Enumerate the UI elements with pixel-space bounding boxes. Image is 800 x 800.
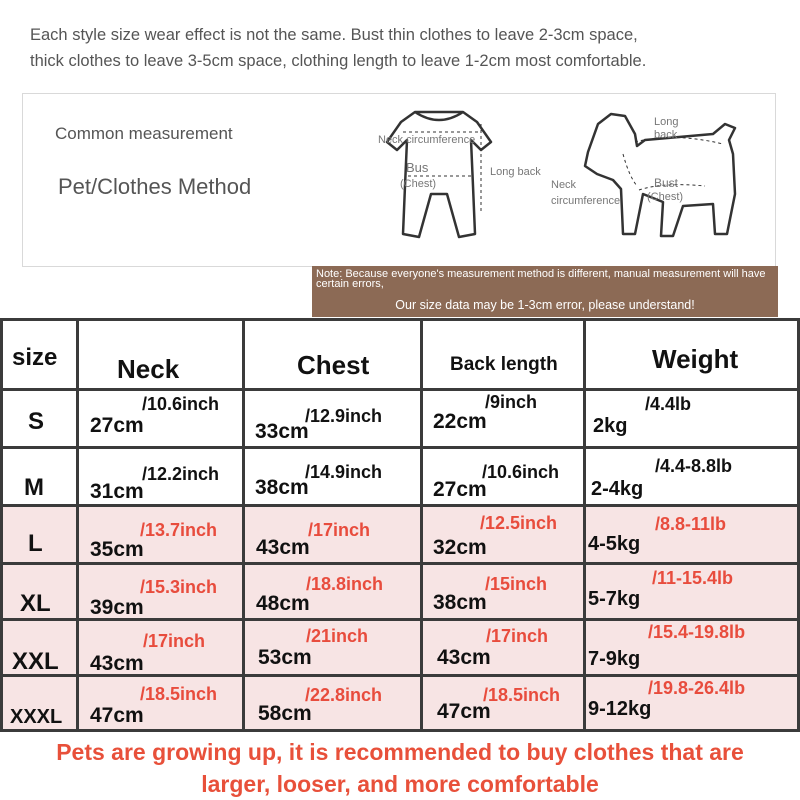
intro-line-2: thick clothes to leave 3-5cm space, clothing length to leave 1-2cm most comfortable.: [30, 52, 647, 70]
table-border: [0, 318, 3, 732]
neck-cm: 31cm: [90, 480, 144, 503]
clothes-neck-label: Neck circumference: [378, 134, 476, 146]
neck-cm: 27cm: [90, 414, 144, 437]
table-border: [0, 729, 800, 732]
table-divider: [0, 504, 800, 507]
back-inch: /17inch: [486, 626, 549, 646]
back-inch: /12.5inch: [480, 513, 558, 533]
size-cell: XXL: [12, 648, 59, 675]
chest-cm: 33cm: [255, 420, 309, 443]
weight-kg: 2-4kg: [591, 478, 644, 500]
dog-bust-label: Bust: [654, 176, 679, 190]
neck-cm: 35cm: [90, 538, 144, 561]
chest-cm: 43cm: [256, 536, 310, 559]
chest-inch: /12.9inch: [305, 406, 383, 426]
chest-inch: /22.8inch: [305, 685, 383, 705]
weight-lb: /8.8-11lb: [655, 514, 727, 534]
chest-cm: 38cm: [255, 476, 309, 499]
dog-neck-label-2: circumference: [551, 195, 621, 207]
neck-inch: /15.3inch: [140, 577, 218, 597]
neck-inch: /17inch: [143, 631, 206, 651]
table-border: [0, 318, 800, 321]
clothes-bust-label: Bus: [406, 160, 429, 175]
dog-back-label: Long: [654, 116, 679, 128]
size-table: [0, 318, 800, 732]
header-neck: Neck: [117, 354, 180, 384]
dog-chest-label: (Chest): [647, 191, 684, 203]
size-cell: XL: [20, 590, 51, 617]
weight-kg: 9-12kg: [588, 698, 652, 720]
back-cm: 22cm: [433, 410, 487, 433]
note-main-text: Our size data may be 1-3cm error, please understand!: [395, 298, 695, 312]
intro-line-1: Each style size wear effect is not the same. Bust thin clothes to leave 2-3cm space,: [30, 26, 638, 44]
note-banner: [312, 266, 778, 317]
measurement-title: Common measurement: [55, 124, 233, 143]
back-cm: 32cm: [433, 536, 487, 559]
weight-kg: 2kg: [593, 415, 628, 437]
table-divider: [583, 318, 586, 732]
table-divider: [0, 388, 800, 391]
intro-text: [30, 22, 790, 74]
chest-cm: 53cm: [258, 646, 312, 669]
weight-lb: /11-15.4lb: [652, 568, 734, 588]
back-inch: /15inch: [485, 574, 548, 594]
header-back-length: Back length: [450, 354, 558, 375]
back-cm: 43cm: [437, 646, 491, 669]
measurement-panel: [22, 93, 776, 267]
back-cm: 38cm: [433, 591, 487, 614]
back-cm: 47cm: [437, 700, 491, 723]
clothes-chest-label: (Chest): [400, 178, 437, 190]
footer-line-2: larger, looser, and more comfortable: [201, 771, 599, 797]
dog-back-label-2: back: [654, 129, 678, 141]
header-size: size: [12, 344, 58, 371]
weight-kg: 4-5kg: [588, 533, 641, 555]
size-cell: L: [28, 530, 43, 557]
back-inch: /9inch: [485, 392, 538, 412]
table-divider: [242, 318, 245, 732]
neck-inch: /10.6inch: [142, 394, 220, 414]
chest-inch: /21inch: [306, 626, 369, 646]
neck-inch: /12.2inch: [142, 464, 220, 484]
size-cell: S: [28, 408, 45, 435]
chest-inch: /17inch: [308, 520, 371, 540]
table-divider: [0, 562, 800, 565]
size-cell: M: [24, 474, 44, 501]
neck-inch: /13.7inch: [140, 520, 218, 540]
back-inch: /18.5inch: [483, 685, 561, 705]
neck-cm: 39cm: [90, 596, 144, 619]
dog-neck-label: Neck: [551, 179, 577, 191]
header-chest: Chest: [297, 350, 370, 380]
clothes-back-label: Long back: [490, 166, 541, 178]
measurement-method: Pet/Clothes Method: [58, 174, 252, 199]
footer-recommendation: [0, 736, 800, 800]
table-divider: [76, 318, 79, 732]
neck-inch: /18.5inch: [140, 684, 218, 704]
back-inch: /10.6inch: [482, 462, 560, 482]
weight-lb: /19.8-26.4lb: [648, 678, 746, 698]
back-cm: 27cm: [433, 478, 487, 501]
clothes-icon: [387, 112, 491, 237]
neck-cm: 47cm: [90, 704, 144, 727]
weight-kg: 5-7kg: [588, 588, 641, 610]
header-weight: Weight: [652, 344, 739, 374]
note-small-text: Note: Because everyone's measurement method is different, manual measurement will have certain errors,: [316, 268, 766, 290]
weight-lb: /4.4lb: [645, 394, 692, 414]
chest-cm: 48cm: [256, 592, 310, 615]
footer-line-1: Pets are growing up, it is recommended to buy clothes that are: [56, 739, 744, 765]
neck-cm: 43cm: [90, 652, 144, 675]
weight-kg: 7-9kg: [588, 648, 641, 670]
table-divider: [0, 446, 800, 449]
size-cell: XXXL: [10, 706, 63, 728]
chest-cm: 58cm: [258, 702, 312, 725]
table-divider: [420, 318, 423, 732]
weight-lb: /4.4-8.8lb: [655, 456, 733, 476]
chest-inch: /18.8inch: [306, 574, 384, 594]
chest-inch: /14.9inch: [305, 462, 383, 482]
weight-lb: /15.4-19.8lb: [648, 622, 746, 642]
